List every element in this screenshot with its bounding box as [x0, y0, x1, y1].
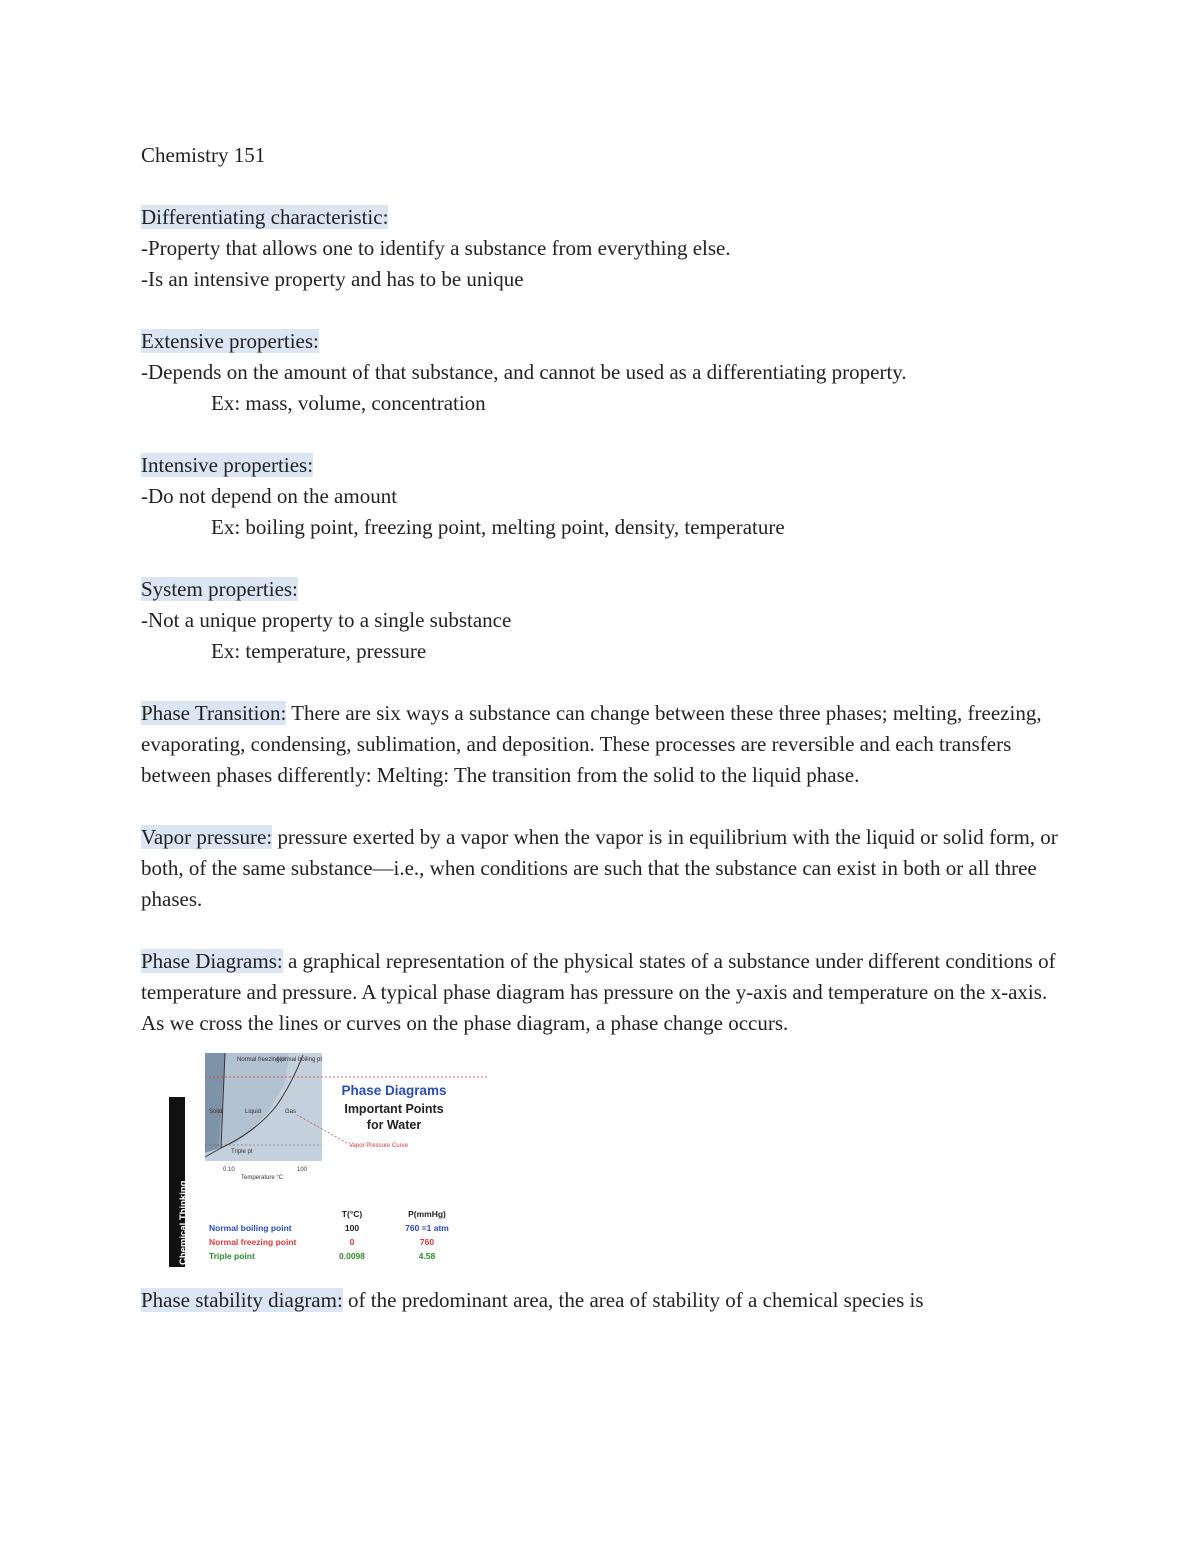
- table-row: [209, 1213, 469, 1233]
- paragraph-vapor-pressure: [141, 822, 1061, 915]
- heading-vapor-pressure: Vapor pressure:: [141, 825, 273, 849]
- row-p: 760 =1 atm: [405, 1223, 449, 1233]
- figure-title: Phase Diagrams: [341, 1083, 447, 1098]
- col-header-p: P(mmHg): [408, 1209, 446, 1219]
- paragraph-text: pressure exerted by a vapor when the vapor is in equilibrium with the liquid or solid form, or both, of the same substance—i.e., when conditions are such that the substance can exist in both or all three phases.: [141, 825, 1058, 911]
- row-t: 100: [344, 1223, 360, 1233]
- text-line: -Not a unique property to a single substance: [141, 608, 512, 632]
- region-liquid-label: Liquid: [245, 1109, 262, 1115]
- table-row: [209, 1241, 469, 1261]
- x-tick-1: 0.10: [223, 1167, 235, 1173]
- paragraph-phase-transition: [141, 698, 1061, 791]
- vapor-curve-label: Vapor Pressure Curve: [349, 1143, 408, 1149]
- text-line: -Property that allows one to identify a substance from everything else.: [141, 236, 731, 260]
- row-t: 0: [349, 1237, 355, 1247]
- paragraph-text: a graphical representation of the physical states of a substance under different conditions of temperature and pressure. A typical phase diagram has pressure on the y-axis and temperature on the x-axis. As we cross the lines or curves on the phase diagram, a phase change occurs.: [141, 949, 1056, 1035]
- document-page: [141, 140, 1061, 1316]
- row-name: Normal freezing point: [209, 1237, 297, 1247]
- region-gas-label: Gas: [285, 1109, 297, 1115]
- text-line: -Is an intensive property and has to be unique: [141, 267, 524, 291]
- figure-table: [209, 1199, 469, 1261]
- x-tick-2: 100: [297, 1167, 308, 1173]
- heading-differentiating: Differentiating characteristic:: [141, 205, 389, 229]
- row-name: Normal boiling point: [209, 1223, 292, 1233]
- heading-phase-diagrams: Phase Diagrams:: [141, 949, 283, 973]
- paragraph-text: There are six ways a substance can change between these three phases; melting, freezing, evaporating, condensing, sublimation, and deposition. These processes are reversible and each transfers between phases differently: Melting: The transition from the solid to the liquid phase.: [141, 701, 1042, 787]
- paragraph-phase-stability: [141, 1285, 1061, 1316]
- row-p: 760: [419, 1237, 435, 1247]
- example-line: Ex: mass, volume, concentration: [211, 391, 486, 415]
- row-t: 0.0098: [339, 1251, 365, 1261]
- heading-phase-stability: Phase stability diagram:: [141, 1288, 343, 1312]
- region-solid-label: Solid: [209, 1109, 223, 1115]
- figure-sidebar-label: Chemical Thinking: [178, 1180, 189, 1265]
- row-p: 4.58: [418, 1251, 436, 1261]
- document-title: Chemistry 151: [141, 143, 266, 167]
- row-name: Triple point: [209, 1251, 255, 1261]
- paragraph-phase-diagrams: [141, 946, 1061, 1039]
- heading-extensive: Extensive properties:: [141, 329, 319, 353]
- text-line: -Depends on the amount of that substance, and cannot be used as a differentiating property.: [141, 360, 907, 384]
- heading-system: System properties:: [141, 577, 298, 601]
- col-header-t: T(°C): [341, 1209, 363, 1219]
- x-axis-label: Temperature °C: [241, 1175, 284, 1181]
- text-line: -Do not depend on the amount: [141, 484, 398, 508]
- figure-subtitle-1: Important Points: [344, 1102, 444, 1116]
- figure-subtitle-2: for Water: [366, 1118, 422, 1132]
- label-triple-point: Triple pt: [231, 1149, 253, 1155]
- phase-diagram-figure: [169, 1053, 469, 1273]
- label-normal-boiling: Normal boiling pt: [277, 1057, 323, 1063]
- heading-phase-transition: Phase Transition:: [141, 701, 287, 725]
- table-header-row: [209, 1199, 469, 1219]
- paragraph-text: of the predominant area, the area of stability of a chemical species is: [342, 1288, 924, 1312]
- example-line: Ex: temperature, pressure: [211, 639, 427, 663]
- example-line: Ex: boiling point, freezing point, melting point, density, temperature: [211, 515, 785, 539]
- table-row: [209, 1227, 469, 1247]
- heading-intensive: Intensive properties:: [141, 453, 314, 477]
- label-normal-freezing: Normal freezing pt: [237, 1057, 287, 1063]
